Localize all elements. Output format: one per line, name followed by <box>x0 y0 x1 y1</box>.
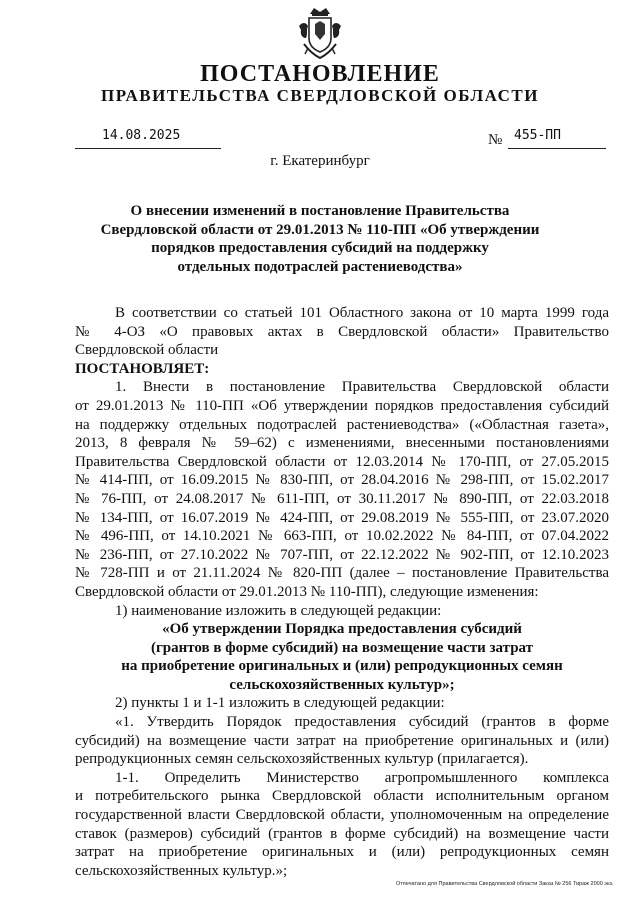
heading-line: отдельных подотраслей растениеводства» <box>177 258 463 275</box>
document-subtitle: ПРАВИТЕЛЬСТВА СВЕРДЛОВСКОЙ ОБЛАСТИ <box>101 86 539 105</box>
number-sign: № <box>488 132 503 148</box>
text-line: 1-1. Определить Министерство агропромышленного комплекса <box>115 769 609 786</box>
date-underline <box>75 148 221 149</box>
document-body <box>75 304 609 880</box>
item-1-paragraph <box>75 378 609 601</box>
document-title: ПОСТАНОВЛЕНИЕ <box>200 61 440 87</box>
text-line: № 728-ПП и от 21.11.2024 № 820-ПП (далее – постановление Правительства <box>75 565 609 582</box>
text-line: «1. Утвердить Порядок предоставления субсидий (грантов в форме <box>115 714 609 731</box>
text-line: от 29.01.2013 № 110-ПП «Об утверждении порядков предоставления субсидий <box>75 397 609 414</box>
text-line: № 496-ПП, от 14.10.2021 № 663-ПП, от 10.02.2022 № 84-ПП, от 07.04.2022 <box>75 528 609 545</box>
sverdlovsk-coat-of-arms-icon <box>296 4 344 60</box>
text-line: № 134-ПП, от 16.07.2019 № 424-ПП, от 29.08.2019 № 555-ПП, от 23.07.2020 <box>75 509 609 526</box>
text-line: субсидий) на возмещение части затрат на приобретение оригинальных и (или) <box>75 732 609 749</box>
document-heading <box>60 202 580 276</box>
text-line: В соответствии со статьей 101 Областного закона от 10 марта 1999 года <box>115 305 609 321</box>
text-line: репродукционных семян сельскохозяйственных культур (прилагается). <box>75 751 529 768</box>
bold-line: на приобретение оригинальных и (или) репродукционных семян <box>121 658 563 675</box>
text-line: и потребительского рынка Свердловской области исполнительным органом <box>75 788 609 805</box>
text-line: № 4-ОЗ «О правовых актах в Свердловской области» Правительство <box>75 323 609 340</box>
print-footer: Отпечатано для Правительства Свердловской области Заказ № 256 Тираж 2000 экз. <box>396 881 614 887</box>
resolves-label: ПОСТАНОВЛЯЕТ: <box>75 360 210 377</box>
text-line: на поддержку отдельных подотраслей растениеводства» («Областная газета», <box>75 416 609 433</box>
document-number: 455-ПП <box>514 128 561 143</box>
text-line: № 236-ПП, от 27.10.2022 № 707-ПП, от 22.12.2022 № 902-ПП, от 12.10.2023 <box>75 546 609 563</box>
text-line: затрат на приобретение оригинальных и (или) репродукционных семян <box>75 844 609 861</box>
point-1-paragraph <box>75 713 609 769</box>
document-date: 14.08.2025 <box>102 128 181 143</box>
number-underline <box>508 148 606 149</box>
bold-line: сельскохозяйственных культур»; <box>229 676 455 693</box>
text-line: ставок (размеров) субсидий (грантов в форме субсидий) на возмещение части <box>75 825 609 842</box>
preamble-paragraph <box>75 304 609 360</box>
bold-line: «Об утверждении Порядка предоставления субсидий <box>162 621 522 638</box>
text-line: № 76-ПП, от 24.08.2017 № 611-ПП, от 30.11.2017 № 890-ПП, от 22.03.2018 <box>75 490 609 507</box>
subitem-1-title <box>75 620 609 694</box>
heading-line: О внесении изменений в постановление Правительства <box>130 203 510 219</box>
text-line: сельскохозяйственных культур.»; <box>75 862 288 879</box>
subitem-1-intro: 1) наименование изложить в следующей редакции: <box>115 602 442 619</box>
text-line: Правительства Свердловской области от 12.03.2014 № 170-ПП, от 27.05.2015 <box>75 453 609 470</box>
point-1-1-paragraph <box>75 769 609 881</box>
heading-line: Свердловской области от 29.01.2013 № 110-ПП «Об утверждении <box>100 221 540 238</box>
text-line: 1. Внести в постановление Правительства Свердловской области <box>115 379 609 396</box>
text-line: № 414-ПП, от 16.09.2015 № 830-ПП, от 28.04.2016 № 298-ПП, от 15.02.2017 <box>75 472 609 489</box>
text-line: 2013, 8 февраля № 59–62) с изменениями, внесенными постановлениями <box>75 435 609 452</box>
text-line: Свердловской области <box>75 342 219 359</box>
text-line: государственной власти Свердловской области, уполномоченным на определение <box>75 807 609 824</box>
bold-line: (грантов в форме субсидий) на возмещение части затрат <box>150 639 534 656</box>
heading-line: порядков предоставления субсидий на поддержку <box>151 240 489 256</box>
subitem-2-intro: 2) пункты 1 и 1-1 изложить в следующей редакции: <box>115 695 445 712</box>
city-line: г. Екатеринбург <box>270 153 370 169</box>
text-line: Свердловской области от 29.01.2013 № 110-ПП), следующие изменения: <box>75 583 539 600</box>
